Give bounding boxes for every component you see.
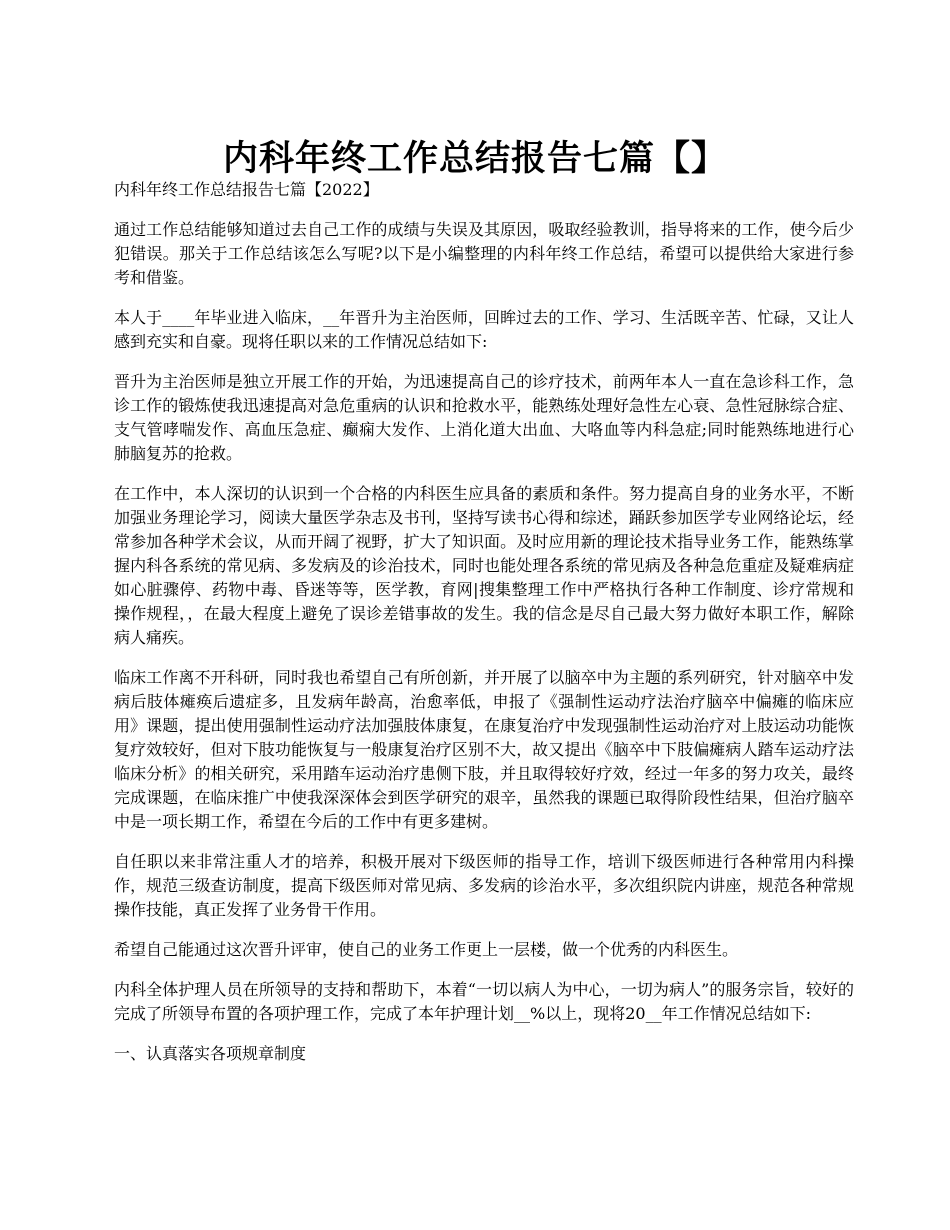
paragraph-nursing-summary: 内科全体护理人员在所领导的支持和帮助下，本着“一切以病人为中心，一切为病人”的服务宗旨，较好的完成了所领导布置的各项护理工作，完成了本年护理计划__%以上，现将20__年工作情况总结如下: [114, 980, 854, 1023]
paragraph-subtitle: 内科年终工作总结报告七篇【2022】 [114, 180, 379, 199]
paragraph-intro: 通过工作总结能够知道过去自己工作的成绩与失误及其原因，吸取经验教训，指导将来的工作，使今后少犯错误。那关于工作总结该怎么写呢?以下是小编整理的内科年终工作总结，希望可以提供给大家进行参考和借鉴。 [114, 220, 854, 287]
section-heading: 一、认真落实各项规章制度 [114, 1044, 307, 1063]
paragraph-research: 临床工作离不开科研，同时我也希望自己有所创新，并开展了以脑卒中为主题的系列研究，针对脑卒中发病后肢体瘫痪后遗症多，且发病年龄高，治愈率低，申报了《强制性运动疗法治疗脑卒中偏瘫的临床应用》课题，提出使用强制性运动疗法加强肢体康复，在康复治疗中发现强制性运动治疗对上肢运动功能恢复疗效较好，但对下肢功能恢复与一般康复治疗区别不大，故又提出《脑卒中下肢偏瘫病人踏车运动疗法临床分析》的相关研究，采用踏车运动治疗患侧下肢，并且取得较好疗效，经过一年多的努力攻关，最终完成课题，在临床推广中使我深深体会到医学研究的艰辛，虽然我的课题已取得阶段性结果，但治疗脑卒中是一项长期工作，希望在今后的工作中有更多建树。 [114, 668, 854, 831]
document-body [114, 178, 854, 1082]
document-title: 内科年终工作总结报告七篇【】 [222, 138, 727, 180]
paragraph-aspiration: 希望自己能通过这次晋升评审，使自己的业务工作更上一层楼，做一个优秀的内科医生。 [114, 940, 739, 959]
paragraph-training: 自任职以来非常注重人才的培养，积极开展对下级医师的指导工作，培训下级医师进行各种常用内科操作，规范三级查访制度，提高下级医师对常见病、多发病的诊治水平，多次组织院内讲座，规范各种常规操作技能，真正发挥了业务骨干作用。 [114, 852, 854, 919]
paragraph-professional-growth: 在工作中，本人深切的认识到一个合格的内科医生应具备的素质和条件。努力提高自身的业务水平，不断加强业务理论学习，阅读大量医学杂志及书刊，坚持写读书心得和综述，踊跃参加医学专业网络论坛，经常参加各种学术会议，从而开阔了视野，扩大了知识面。及时应用新的理论技术指导业务工作，能熟练掌握内科各系统的常见病、多发病及的诊治技术，同时也能处理各系统的常见病及各种急危重症及疑难病症如心脏骤停、药物中毒、昏迷等等，医学教，育网|搜集整理工作中严格执行各种工作制度、诊疗常规和操作规程，，在最大程度上避免了误诊差错事故的发生。我的信念是尽自己最大努力做好本职工作，解除病人痛疾。 [114, 484, 854, 647]
paragraph-career-overview: 本人于____年毕业进入临床，__年晋升为主治医师，回眸过去的工作、学习、生活既辛苦、忙碌，又让人感到充实和自豪。现将任职以来的工作情况总结如下: [114, 308, 854, 351]
paragraph-emergency-work: 晋升为主治医师是独立开展工作的开始，为迅速提高自己的诊疗技术，前两年本人一直在急诊科工作，急诊工作的锻炼使我迅速提高对急危重病的认识和抢救水平，能熟练处理好急性左心衰、急性冠脉综合症、支气管哮喘发作、高血压急症、癫痫大发作、上消化道大出血、大咯血等内科急症;同时能熟练地进行心肺脑复苏的抢救。 [114, 372, 854, 463]
